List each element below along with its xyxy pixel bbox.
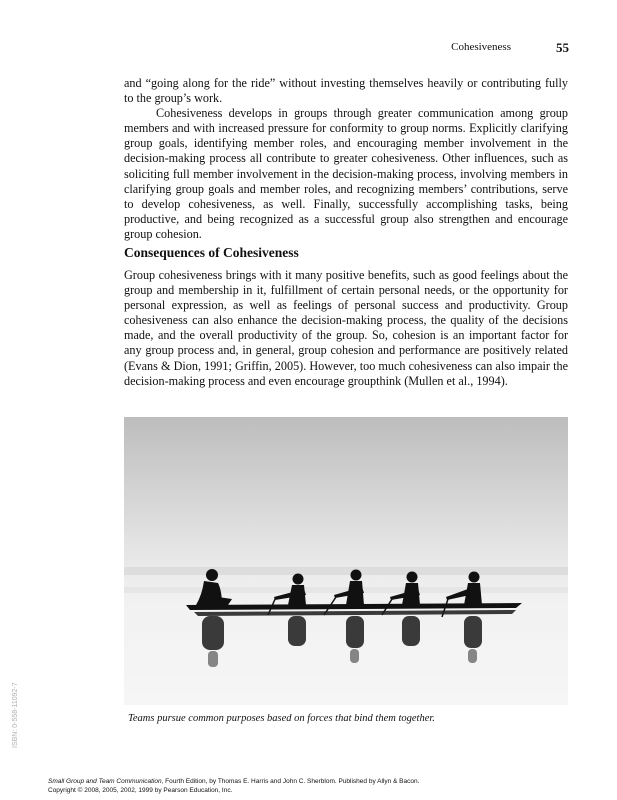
rowing-team-illustration: [124, 417, 568, 705]
body-text-consequences: [124, 268, 568, 389]
running-head: [0, 40, 617, 56]
body-text-top: [124, 76, 568, 242]
page-number: 55: [556, 40, 569, 55]
footer-copyright: Copyright © 2008, 2005, 2002, 1999 by Pearson Education, Inc.: [48, 786, 233, 794]
section-heading: Consequences of Cohesiveness: [124, 245, 299, 260]
footer-credit-line: [48, 778, 419, 787]
paragraph-consequences: Group cohesiveness brings with it many positive benefits, such as good feelings about the group and membership in it, fulfillment of certain personal needs, or the opportunity for personal expression, as well as feelings of personal success and productivity. Group cohesiveness can also enhance the decision-making process, the quality of the decisions made, and the overall productivity of the group. So, cohesion is an important factor for any group process and, in general, group cohesion and performance are positively related (Evans & Dion, 1991; Griffin, 2005). However, too much cohesiveness can also impair the decision-making process and even encourage groupthink (Mullen et al., 1994).: [124, 268, 568, 388]
paragraph-cohesiveness-develops: Cohesiveness develops in groups through greater communication among group members and with increased pressure for conformity to group norms. Explicitly clarifying group goals, identifying member roles, and encouraging member involvement in the decision-making process all contribute to greater cohesiveness. Other influences, such as soliciting full member involvement in the decision-making process, involving members in clarifying group goals and member roles, and recognizing members’ contributions, serve to develop cohesiveness, as well. Finally, successfully accomplishing tasks, being productive, and being recognized as a successful group also strengthen and encourage group cohesion.: [124, 106, 568, 241]
footer-credit-rest: Fourth Edition, by Thomas E. Harris and John C. Sherblom. Published by Allyn & Bacon.: [163, 778, 420, 785]
isbn-watermark: ISBN: 0-558-11092-7: [12, 682, 19, 748]
paragraph-continuation: and “going along for the ride” without investing themselves heavily or contributing fully to the group’s work.: [124, 76, 568, 106]
rowing-photo: [124, 417, 568, 705]
footer-book-title: Small Group and Team Communication,: [48, 778, 164, 785]
footer: [48, 778, 419, 795]
running-title: Cohesiveness: [451, 41, 511, 53]
figure-caption: Teams pursue common purposes based on forces that bind them together.: [128, 713, 435, 724]
